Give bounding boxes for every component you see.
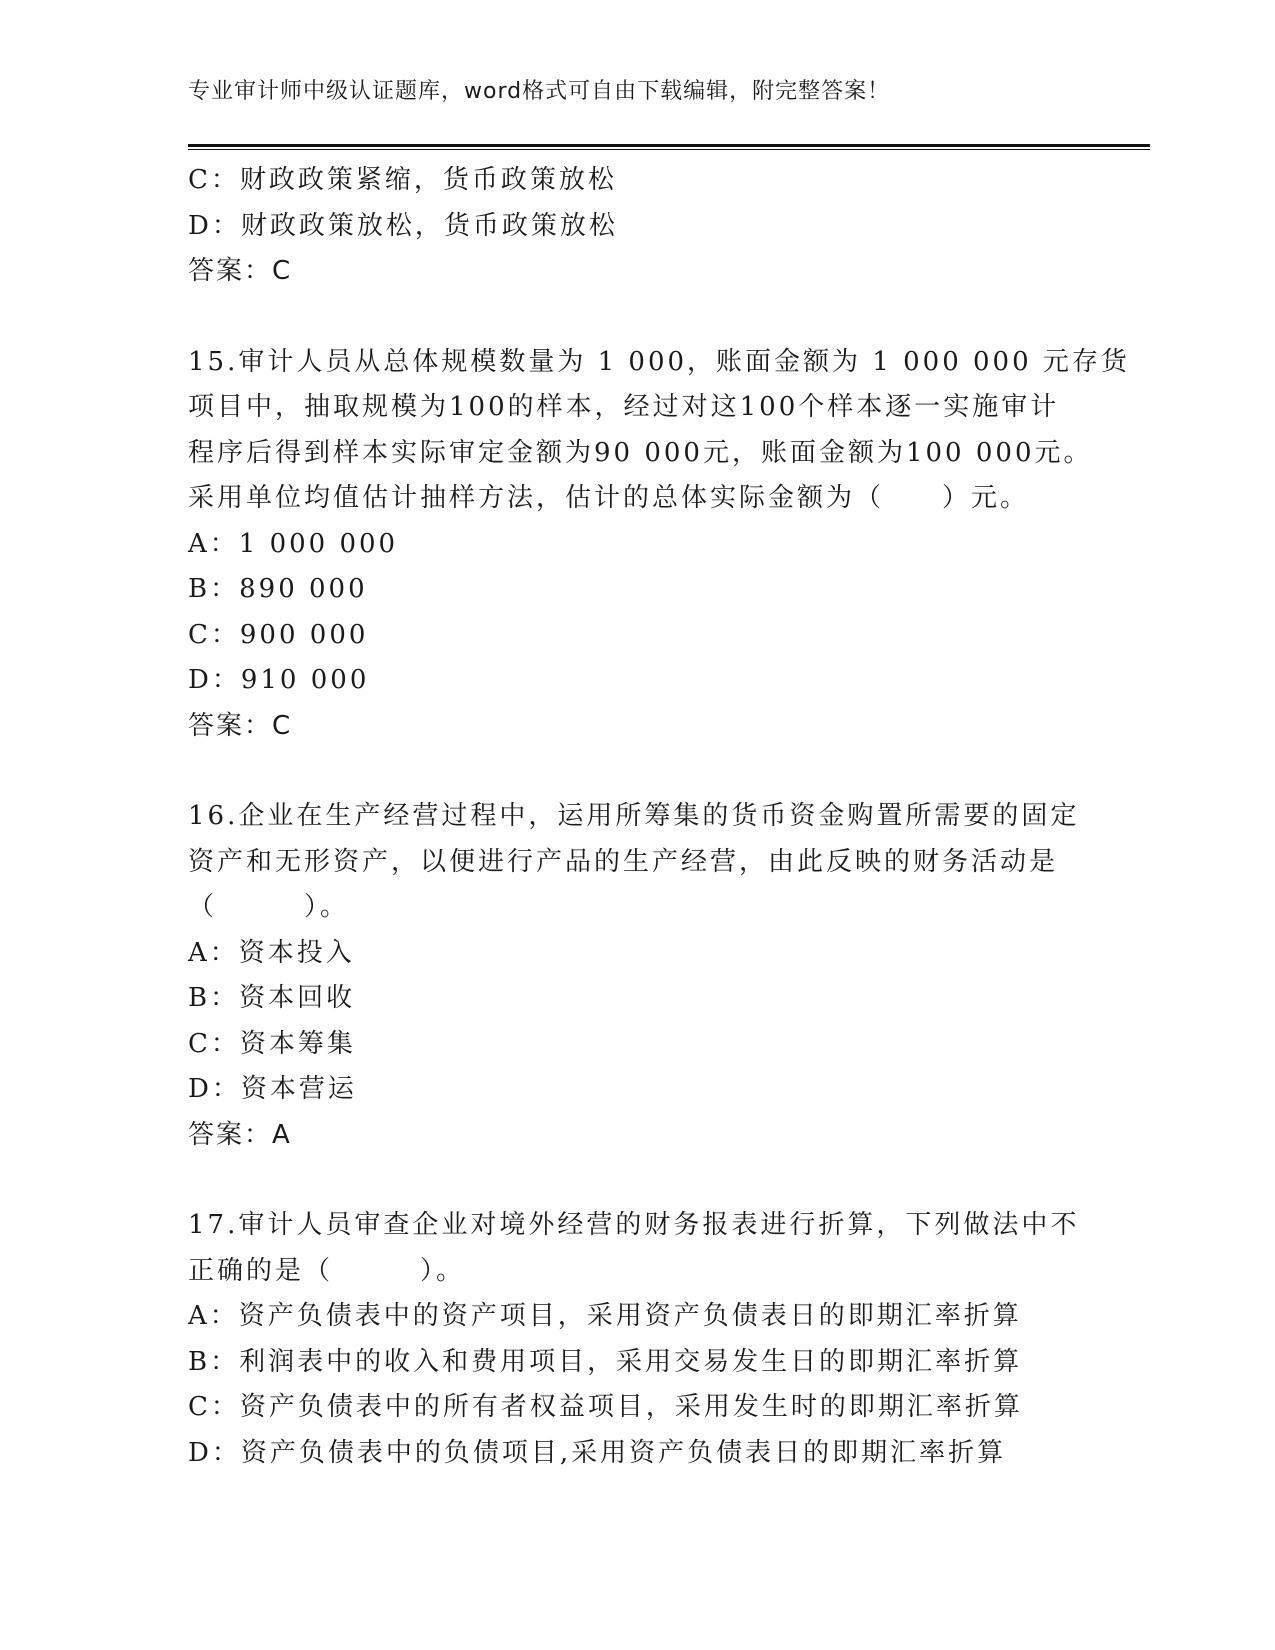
option-d: D：910 000 bbox=[188, 665, 370, 695]
question-14-tail bbox=[188, 158, 1088, 295]
answer-line: 答案：C bbox=[188, 710, 293, 741]
question-stem-line: 资产和无形资产，以便进行产品的生产经营，由此反映的财务活动是 bbox=[188, 846, 1059, 877]
question-stem-line: 17.审计人员审查企业对境外经营的财务报表进行折算，下列做法中不 bbox=[188, 1210, 1080, 1240]
option-a: A：1 000 000 bbox=[188, 528, 399, 559]
question-17 bbox=[188, 1203, 1088, 1476]
question-stem-line: 项目中，抽取规模为100的样本，经过对这100个样本逐一实施审计 bbox=[188, 392, 1060, 422]
option-b: B：利润表中的收入和费用项目，采用交易发生日的即期汇率折算 bbox=[188, 1346, 1023, 1377]
question-16 bbox=[188, 794, 1088, 1158]
option-c: C：900 000 bbox=[188, 619, 369, 650]
option-d: D：资本营运 bbox=[188, 1074, 357, 1104]
question-stem-line: 程序后得到样本实际审定金额为90 000元，账面金额为100 000元。 bbox=[188, 437, 1093, 468]
answer-line: 答案：C bbox=[188, 256, 293, 286]
option-a: A：资产负债表中的资产项目，采用资产负债表日的即期汇率折算 bbox=[188, 1301, 1022, 1331]
page-header: 专业审计师中级认证题库，word格式可自由下载编辑，附完整答案！ bbox=[188, 79, 891, 104]
option-c: C：资本筹集 bbox=[188, 1028, 356, 1059]
answer-line: 答案：A bbox=[188, 1119, 292, 1150]
question-stem-line: 15.审计人员从总体规模数量为 1 000，账面金额为 1 000 000 元存货 bbox=[188, 346, 1130, 377]
option-d: D：资产负债表中的负债项目,采用资产负债表日的即期汇率折算 bbox=[188, 1437, 1007, 1468]
question-stem-line: （ ）。 bbox=[188, 892, 350, 922]
question-stem-line: 正确的是（ ）。 bbox=[188, 1255, 466, 1286]
question-stem-line: 16.企业在生产经营过程中，运用所筹集的货币资金购置所需要的固定 bbox=[188, 801, 1080, 831]
option-b: B：890 000 bbox=[188, 574, 368, 604]
question-15 bbox=[188, 340, 1130, 750]
question-content bbox=[188, 158, 1130, 1476]
option-b: B：资本回收 bbox=[188, 983, 356, 1013]
option-c: C：资产负债表中的所有者权益项目，采用发生时的即期汇率折算 bbox=[188, 1392, 1023, 1422]
question-stem-line: 采用单位均值估计抽样方法，估计的总体实际金额为（ ）元。 bbox=[188, 483, 1030, 513]
option-c: C：财政政策紧缩，货币政策放松 bbox=[188, 165, 617, 195]
header-divider bbox=[188, 144, 1150, 150]
option-a: A：资本投入 bbox=[188, 937, 355, 968]
option-d: D：财政政策放松，货币政策放松 bbox=[188, 210, 618, 241]
